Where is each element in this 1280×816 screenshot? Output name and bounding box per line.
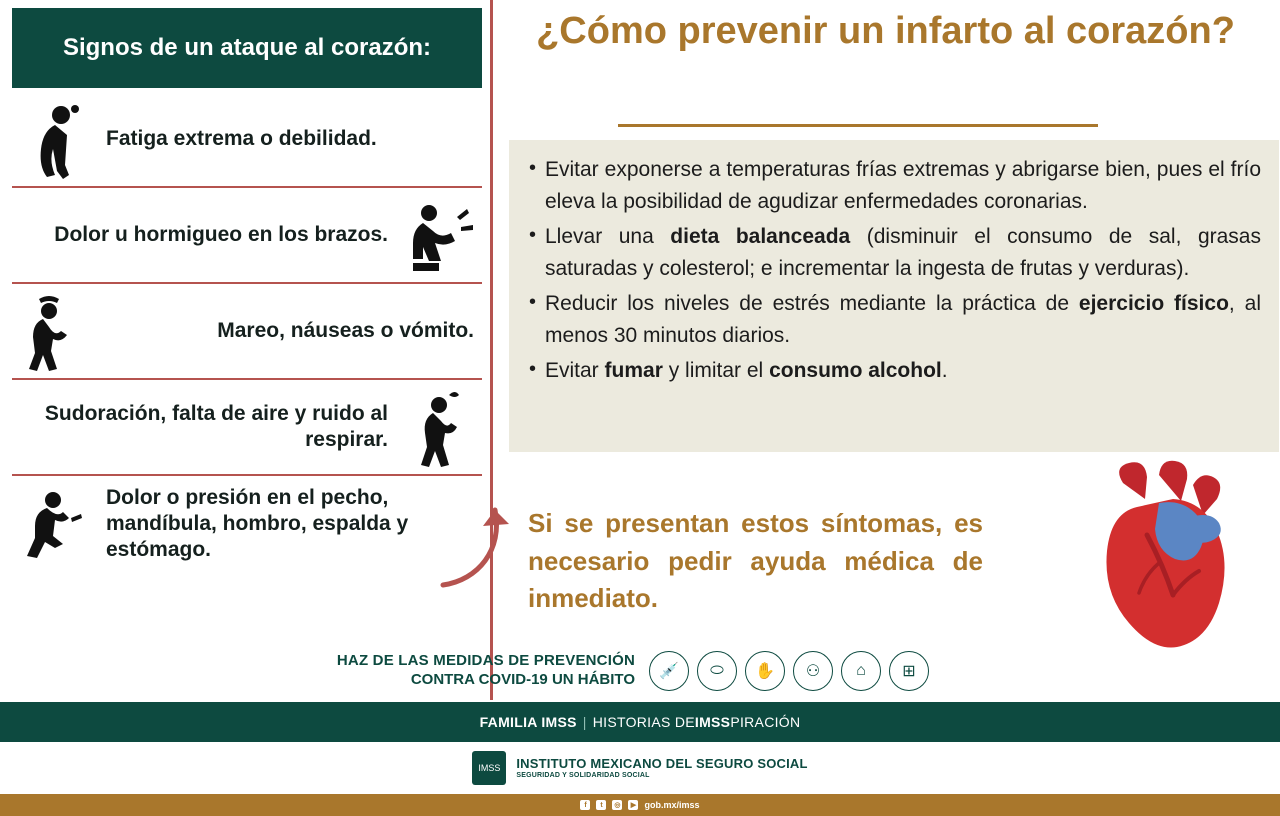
covid-line-1: HAZ DE LAS MEDIDAS DE PREVENCIÓN	[336, 652, 635, 670]
covid-habit-label: UN HÁBITO	[551, 671, 635, 688]
sign-row	[12, 92, 482, 188]
footer-historias-label: HISTORIAS DE	[592, 714, 695, 730]
footer-piracion: PIRACIÓN	[730, 714, 801, 730]
tip-emphasis: consumo alcohol	[769, 359, 942, 382]
sign-row	[12, 380, 482, 476]
twitter-icon[interactable]: t	[596, 800, 606, 810]
hand-wash-icon: ✋	[745, 651, 785, 691]
covid-line-2	[285, 671, 635, 690]
tip-text: Evitar exponerse a temperaturas frías extremas y abrigarse bien, pues el frío eleva la posibilidad de agudizar enfermedades coronarias.	[545, 158, 1261, 213]
prevention-panel	[493, 0, 1280, 700]
sign-label: Mareo, náuseas o vómito.	[217, 318, 474, 342]
covid-campaign-label: CONTRA COVID-19	[410, 671, 552, 688]
tip-text: , al menos 30 minutos diarios.	[545, 292, 1261, 347]
vaccine-syringe-icon: 💉	[649, 651, 689, 691]
tip-emphasis: fumar	[604, 359, 663, 382]
footer-campaign-bar	[0, 702, 1280, 742]
sign-row	[12, 188, 482, 284]
curved-arrow-icon	[433, 480, 523, 590]
tip-emphasis: ejercicio físico	[1078, 292, 1229, 315]
imss-logo-icon: IMSS	[472, 751, 506, 785]
website-url[interactable]: gob.mx/imss	[644, 800, 700, 810]
footer-familia-imss: FAMILIA IMSS	[479, 714, 577, 730]
sign-row	[12, 476, 482, 572]
tip-text: (disminuir el consumo de sal, grasas saturadas y colesterol; e incrementar la ingesta de frutas y verduras).	[545, 225, 1261, 280]
sign-row	[12, 284, 482, 380]
person-chest-pain-icon	[12, 481, 98, 567]
prevention-tip	[527, 154, 1261, 217]
footer-institute-bar	[0, 742, 1280, 794]
person-arm-pain-icon	[396, 192, 482, 278]
sign-label: Fatiga extrema o debilidad.	[106, 126, 377, 150]
prevention-tip	[527, 355, 1261, 387]
institute-name: INSTITUTO MEXICANO DEL SEGURO SOCIAL	[516, 756, 808, 771]
title-underline	[618, 124, 1098, 127]
medical-help-note: Si se presentan estos síntomas, es necesario pedir ayuda médica de inmediato.	[528, 508, 983, 614]
tip-emphasis: dieta balanceada	[670, 225, 851, 248]
sign-label: Dolor u hormigueo en los brazos.	[54, 222, 388, 246]
covid-prevention-strip	[285, 645, 985, 697]
signs-header: Signos de un ataque al corazón:	[12, 8, 482, 88]
covid-icon-row	[649, 651, 929, 691]
youtube-icon[interactable]: ▶	[628, 800, 638, 810]
sign-label: Dolor o presión en el pecho, mandíbula, hombro, espalda y estómago.	[106, 485, 409, 562]
page-title: ¿Cómo prevenir un infarto al corazón?	[536, 10, 1235, 52]
prevention-tip	[527, 288, 1261, 351]
person-dizzy-icon	[12, 288, 98, 374]
tip-text: y limitar el	[662, 359, 770, 382]
institute-name-block	[516, 756, 807, 780]
prevention-tips-box	[509, 140, 1279, 452]
footer-separator: |	[582, 714, 587, 730]
covid-text	[285, 652, 649, 690]
person-sweating-icon	[396, 384, 482, 470]
institute-tagline: SEGURIDAD Y SOLIDARIDAD SOCIAL	[516, 771, 650, 779]
footer-social-bar	[0, 794, 1280, 816]
instagram-icon[interactable]: ◎	[614, 802, 621, 809]
human-heart-illustration	[1063, 455, 1263, 675]
hand-sanitizer-icon: ⌂	[841, 651, 881, 691]
tip-text: Reducir los niveles de estrés mediante la práctica de	[545, 292, 1079, 315]
tip-text: .	[941, 359, 948, 382]
facebook-icon[interactable]: f	[580, 800, 590, 810]
sign-label: Sudoración, falta de aire y ruido al respirar.	[44, 401, 388, 451]
footer-imss-bold: IMSS	[694, 714, 731, 730]
ventilation-window-icon: ⊞	[889, 651, 929, 691]
face-mask-icon: ⬭	[697, 651, 737, 691]
social-distance-icon: ⚇	[793, 651, 833, 691]
person-fatigue-icon	[12, 96, 98, 182]
prevention-tip	[527, 221, 1261, 284]
signs-panel	[0, 0, 492, 700]
tip-text: Evitar	[545, 359, 605, 382]
tip-text: Llevar una	[545, 225, 671, 248]
signs-list	[12, 92, 482, 572]
